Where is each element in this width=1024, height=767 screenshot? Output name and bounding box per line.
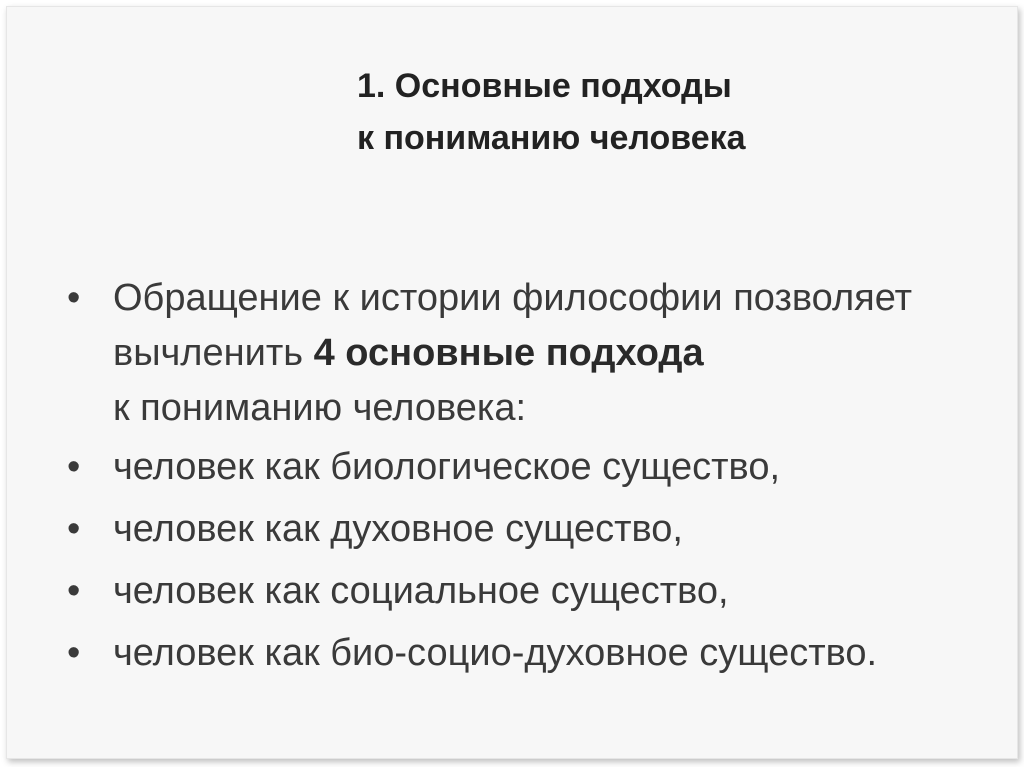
slide [6,6,1018,759]
list-item [67,564,1017,619]
list-item-text: человек как социальное существо, [113,570,729,612]
intro-text-part1: Обращение к истории философии позволяет вычленить [113,277,912,374]
list-item [67,626,1017,681]
bullet-icon: • [67,632,81,674]
bullet-icon: • [67,508,81,550]
title-line-2: к пониманию человека [357,119,746,157]
list-item-text: человек как биологическое существо, [113,446,781,488]
list-item-text: человек как духовное существо, [113,508,683,550]
list-item-text: человек как био-социо-духовное существо. [113,632,878,674]
bullet-list [67,271,1017,688]
bullet-icon: • [67,277,81,319]
list-item [67,502,1017,557]
bullet-icon: • [67,446,81,488]
bullet-icon: • [67,570,81,612]
intro-text-part2: к пониманию человека: [113,387,527,429]
title-line-1: 1. Основные подходы [357,67,732,105]
list-item [67,440,1017,495]
list-item-intro [67,271,1017,436]
intro-text-bold: 4 основные подхода [313,332,704,374]
slide-title [357,60,746,164]
